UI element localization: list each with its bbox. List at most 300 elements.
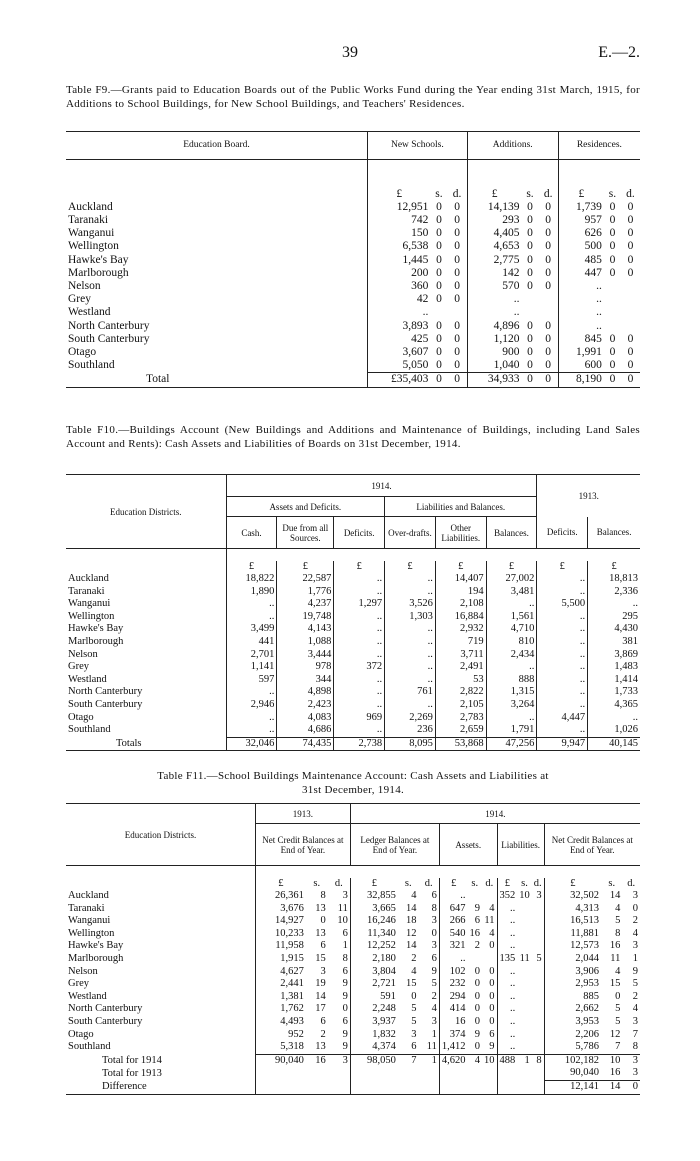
cell-value: 0 — [454, 227, 460, 240]
cell-value: .. — [497, 978, 517, 991]
cell-value: 0 — [609, 345, 616, 358]
cell-value: 1,315 — [486, 686, 537, 699]
table-row — [66, 586, 640, 599]
cell-value: 0 — [627, 266, 634, 279]
year-1914-f11: 1914. — [350, 804, 640, 824]
cell-value: .. — [486, 598, 537, 611]
cell-value: 0 — [436, 253, 442, 266]
district-name: South Canterbury — [68, 332, 150, 345]
cell-value — [517, 903, 532, 916]
cell-value: .. — [537, 686, 588, 699]
cell-value: 19 — [315, 978, 326, 990]
cell-value: .. — [334, 623, 385, 636]
cell-value: 4 — [431, 1003, 437, 1015]
cell-value: 0 — [545, 200, 552, 213]
cell-value: 2,269 — [385, 712, 436, 725]
total-value: 9,947 — [537, 737, 588, 751]
cell-value: 200 — [368, 267, 431, 280]
total-value: 0 — [430, 373, 447, 387]
blank-cell — [398, 1067, 419, 1080]
cell-value: 9 — [342, 990, 348, 1002]
cell-value: 2,953 — [544, 978, 601, 991]
cell-value: .. — [385, 674, 436, 687]
unit-label: £ — [537, 561, 588, 574]
district-name: Marlborough — [68, 953, 124, 965]
total-value: 4 — [468, 1054, 483, 1067]
year-1913-f11: 1913. — [256, 804, 351, 824]
blank-cell — [482, 1081, 497, 1095]
cell-value — [468, 890, 483, 903]
district-name: Grey — [68, 978, 89, 990]
table-row — [66, 267, 640, 280]
total-value: 1 — [419, 1054, 440, 1067]
total-value: 98,050 — [350, 1054, 398, 1067]
cell-value: .. — [537, 724, 588, 737]
table-row — [66, 623, 640, 636]
cell-value: .. — [439, 953, 467, 966]
table-f10 — [66, 474, 640, 751]
cell-value: .. — [537, 573, 588, 586]
total-value: 488 — [497, 1054, 517, 1067]
cell-value: .. — [588, 712, 640, 725]
cell-value: 810 — [486, 636, 537, 649]
cell-value: 0 — [545, 253, 552, 266]
cell-value: 194 — [435, 586, 486, 599]
cell-value — [517, 1041, 532, 1054]
cell-value: 1,303 — [385, 611, 436, 624]
cell-value: 2,491 — [435, 661, 486, 674]
cell-value — [539, 306, 559, 319]
total-value: 7 — [398, 1054, 419, 1067]
cell-value: 6 — [411, 1041, 417, 1053]
cell-value: 600 — [558, 359, 604, 373]
cell-value: 16,246 — [350, 915, 398, 928]
district-name: Hawke's Bay — [68, 253, 129, 266]
cell-value: 135 — [497, 953, 517, 966]
cell-value: 2,662 — [544, 1003, 601, 1016]
cell-value: 957 — [558, 214, 604, 227]
cell-value: 1,445 — [368, 254, 431, 267]
cell-value — [517, 978, 532, 991]
cell-value: 11,881 — [544, 928, 601, 941]
cell-value: 0 — [615, 990, 621, 1002]
district-name: Southland — [68, 724, 111, 736]
table-row — [66, 661, 640, 674]
cell-value: 0 — [545, 279, 552, 292]
cell-value: 15 — [609, 978, 621, 990]
cell-value: 742 — [368, 214, 431, 227]
cell-value: 5 — [411, 1016, 417, 1028]
cell-value: 2,775 — [467, 254, 521, 267]
cell-value: 0 — [489, 940, 495, 952]
cell-value: .. — [467, 306, 521, 319]
cell-value: 4,653 — [467, 240, 521, 253]
difference-row — [66, 1081, 640, 1095]
cell-value: .. — [334, 649, 385, 662]
page-header — [0, 44, 700, 66]
cell-value — [521, 293, 538, 306]
cell-value: 3 — [431, 1016, 437, 1028]
cell-value: 500 — [558, 240, 604, 253]
unit-label: £ — [558, 188, 604, 201]
cell-value: 888 — [486, 674, 537, 687]
cell-value: 321 — [439, 940, 467, 953]
total-label: Total for 1914 — [102, 1054, 162, 1066]
cell-value: 12,573 — [544, 940, 601, 953]
cell-value — [532, 1029, 544, 1042]
cell-value: 0 — [320, 915, 326, 927]
cell-value: 0 — [454, 293, 460, 306]
total-value: 1 — [517, 1054, 532, 1067]
cell-value — [430, 306, 447, 319]
table-row — [66, 227, 640, 240]
district-name: Wanganui — [68, 227, 115, 240]
col-header: Balances. — [588, 517, 640, 549]
cell-value — [517, 966, 532, 979]
blank-cell — [482, 1067, 497, 1080]
cell-value — [532, 940, 544, 953]
district-name: Southland — [68, 359, 115, 372]
total-value: 40,145 — [588, 737, 640, 751]
cell-value: 6 — [431, 890, 437, 902]
cell-value: 0 — [454, 345, 460, 358]
district-name: Wellington — [68, 927, 115, 939]
cell-value: 2,248 — [350, 1003, 398, 1016]
cell-value — [621, 306, 640, 319]
table-row — [66, 346, 640, 359]
cell-value: 0 — [411, 990, 417, 1002]
cell-value: .. — [497, 1003, 517, 1016]
cell-value: 2,441 — [256, 978, 306, 991]
cell-value: 3 — [632, 940, 638, 952]
total-value: 8 — [532, 1054, 544, 1067]
cell-value: 0 — [436, 293, 442, 306]
table-row — [66, 940, 640, 953]
cell-value: 597 — [226, 674, 277, 687]
units-row — [66, 561, 640, 574]
district-name: North Canterbury — [68, 319, 150, 332]
table-row — [66, 636, 640, 649]
cell-value: 1,832 — [350, 1029, 398, 1042]
cell-value: 16 — [469, 927, 481, 939]
cell-value: 0 — [627, 332, 634, 345]
total-value: 34,933 — [467, 373, 521, 387]
cell-value: 9 — [474, 1028, 481, 1040]
cell-value — [468, 953, 483, 966]
district-name: Grey — [68, 661, 89, 673]
total-value: 8,190 — [558, 373, 604, 387]
cell-value: .. — [334, 686, 385, 699]
blank-cell — [419, 1081, 440, 1095]
cell-value: .. — [226, 724, 277, 737]
cell-value: 12 — [609, 1028, 621, 1040]
cell-value: 845 — [558, 333, 604, 346]
cell-value: .. — [334, 611, 385, 624]
units-row — [66, 878, 640, 891]
blank-cell — [439, 1067, 467, 1080]
district-name: Otago — [68, 711, 94, 723]
unit-label: d. — [626, 187, 635, 200]
cell-value: 0 — [454, 332, 460, 345]
cell-value: .. — [334, 636, 385, 649]
year-1913: 1913. — [537, 475, 640, 517]
cell-value: 2 — [431, 990, 437, 1002]
unit-label: d. — [334, 877, 343, 889]
cell-value: .. — [467, 293, 521, 306]
cell-value: .. — [497, 966, 517, 979]
cell-value: 1 — [342, 940, 348, 952]
table-f11-caption-line1: Table F11.—School Buildings Maintenance Account: Cash Assets and Liabilities at — [157, 770, 549, 782]
cell-value: 14,139 — [467, 201, 521, 214]
district-name: Taranaki — [68, 585, 105, 597]
table-row — [66, 573, 640, 586]
unit-label: £ — [544, 878, 601, 891]
cell-value: 3,526 — [385, 598, 436, 611]
unit-label: s. — [471, 877, 479, 889]
cell-value: 3 — [431, 940, 437, 952]
blank-cell — [256, 1067, 306, 1080]
district-name: South Canterbury — [68, 699, 143, 711]
blank-cell — [497, 1067, 517, 1080]
blank-cell — [350, 1067, 398, 1080]
cell-value: 1,991 — [558, 346, 604, 359]
cell-value: .. — [558, 280, 604, 293]
table-row — [66, 915, 640, 928]
cell-value: 0 — [609, 200, 616, 213]
cell-value: 266 — [439, 915, 467, 928]
cell-value: 1,141 — [226, 661, 277, 674]
cell-value: 0 — [474, 1041, 481, 1053]
cell-value — [517, 915, 532, 928]
total-value: 102,182 — [544, 1054, 601, 1067]
cell-value: 0 — [474, 990, 481, 1002]
cell-value: 1,915 — [256, 953, 306, 966]
district-name: Auckland — [68, 573, 109, 585]
cell-value: 4 — [489, 927, 495, 939]
cell-value — [517, 928, 532, 941]
cell-value: 3 — [342, 890, 348, 902]
table-row — [66, 359, 640, 373]
cell-value: 952 — [256, 1029, 306, 1042]
unit-label: £ — [368, 188, 431, 201]
cell-value: 53 — [435, 674, 486, 687]
difference-value: 12,141 — [544, 1081, 601, 1095]
cell-value: 0 — [527, 213, 533, 226]
cell-value: .. — [486, 661, 537, 674]
cell-value: .. — [385, 573, 436, 586]
cell-value: .. — [226, 598, 277, 611]
cell-value — [604, 306, 621, 319]
cell-value: 540 — [439, 928, 467, 941]
cell-value: 570 — [467, 280, 521, 293]
cell-value: 8 — [342, 953, 348, 965]
col-education-districts-f11: Education Districts. — [66, 804, 256, 866]
unit-label: £ — [277, 561, 334, 574]
unit-label: £ — [256, 878, 306, 891]
cell-value: .. — [497, 940, 517, 953]
blank-cell — [532, 1067, 544, 1080]
cell-value: 0 — [527, 200, 533, 213]
unit-label: s. — [521, 877, 528, 889]
cell-value: 0 — [454, 200, 460, 213]
cell-value: 0 — [627, 240, 634, 253]
district-name: South Canterbury — [68, 1016, 143, 1028]
cell-value: 6 — [320, 940, 326, 952]
cell-value: .. — [537, 623, 588, 636]
cell-value: 4,896 — [467, 320, 521, 333]
unit-label: s. — [608, 877, 616, 889]
cell-value: 4 — [411, 890, 417, 902]
cell-value: 26,361 — [256, 890, 306, 903]
cell-value: .. — [385, 623, 436, 636]
cell-value: 626 — [558, 227, 604, 240]
cell-value: .. — [558, 320, 604, 333]
table-row — [66, 890, 640, 903]
cell-value: 1,561 — [486, 611, 537, 624]
cell-value: 0 — [545, 332, 552, 345]
cell-value: 4,627 — [256, 966, 306, 979]
cell-value: 3 — [632, 890, 638, 902]
blank-cell — [468, 1067, 483, 1080]
cell-value: 0 — [454, 240, 460, 253]
difference-value: 0 — [632, 1081, 638, 1092]
table-f9-caption: Table F9.—Grants paid to Education Boards out of the Public Works Fund during the Year ending 31st March, 1915, for Additions to School Buildings, for New School Buildings, and Teachers' Residences. — [66, 84, 640, 110]
cell-value: 0 — [527, 332, 533, 345]
cell-value: 0 — [527, 253, 533, 266]
cell-value: 18,822 — [226, 573, 277, 586]
cell-value: 18,813 — [588, 573, 640, 586]
cell-value: 0 — [609, 253, 616, 266]
cell-value: .. — [588, 598, 640, 611]
cell-value: 3,607 — [368, 346, 431, 359]
cell-value: 0 — [609, 240, 616, 253]
cell-value: 978 — [277, 661, 334, 674]
cell-value: 16,513 — [544, 915, 601, 928]
table-row — [66, 966, 640, 979]
cell-value: 0 — [436, 200, 442, 213]
table-row — [66, 674, 640, 687]
total-value: 3 — [622, 1054, 640, 1067]
unit-label: s. — [526, 187, 534, 200]
cell-value: .. — [497, 1041, 517, 1054]
unit-label: d. — [627, 877, 636, 889]
cell-value: 0 — [454, 266, 460, 279]
cell-value: 10,233 — [256, 928, 306, 941]
district-name: Westland — [68, 306, 111, 319]
cell-value: .. — [497, 915, 517, 928]
cell-value: 0 — [436, 213, 442, 226]
group-assets-deficits: Assets and Deficits. — [226, 497, 385, 517]
cell-value: 9 — [489, 1041, 495, 1053]
cell-value: 2 — [474, 940, 481, 952]
col-education-districts: Education Districts. — [66, 475, 226, 549]
cell-value — [532, 966, 544, 979]
col-header: Other Liabilities. — [435, 517, 486, 549]
table-row — [66, 611, 640, 624]
blank-cell — [328, 1081, 351, 1095]
district-name: Wanganui — [68, 598, 111, 610]
cell-value: .. — [537, 586, 588, 599]
cell-value: 10 — [519, 890, 530, 902]
table-row — [66, 978, 640, 991]
cell-value: 2,434 — [486, 649, 537, 662]
total-value: 0 — [621, 373, 640, 387]
district-name: Southland — [68, 1041, 111, 1053]
cell-value: 3,676 — [256, 903, 306, 916]
cell-value: 0 — [431, 927, 437, 939]
cell-value: 3 — [431, 915, 437, 927]
total-value: 3 — [622, 1067, 640, 1080]
unit-label: d. — [533, 877, 542, 889]
col-header: Deficits. — [537, 517, 588, 549]
cell-value: .. — [558, 293, 604, 306]
cell-value: 11 — [426, 1041, 437, 1053]
group-liabilities-balances: Liabilities and Balances. — [385, 497, 537, 517]
cell-value: 0 — [436, 266, 442, 279]
cell-value: 9 — [342, 1041, 348, 1053]
cell-value: 6 — [342, 1016, 348, 1028]
cell-value: 7 — [615, 1041, 621, 1053]
cell-value: 1,120 — [467, 333, 521, 346]
table-row — [66, 724, 640, 737]
cell-value: 0 — [545, 240, 552, 253]
district-name: Hawke's Bay — [68, 623, 124, 635]
cell-value: 6 — [342, 927, 348, 939]
cell-value: 5 — [615, 1016, 621, 1028]
col-header: Net Credit Balances at End of Year. — [544, 824, 640, 866]
cell-value: 0 — [627, 345, 634, 358]
cell-value: 13 — [315, 927, 326, 939]
cell-value — [521, 306, 538, 319]
total-value: 8,095 — [385, 737, 436, 751]
cell-value: 0 — [527, 227, 533, 240]
cell-value: 15 — [315, 953, 326, 965]
cell-value: 295 — [588, 611, 640, 624]
cell-value — [517, 1003, 532, 1016]
cell-value: 14,407 — [435, 573, 486, 586]
district-name: Nelson — [68, 965, 98, 977]
unit-label: d. — [543, 187, 553, 200]
blank-cell — [419, 1067, 440, 1080]
table-row — [66, 306, 640, 319]
cell-value: 11 — [519, 953, 530, 965]
cell-value: 0 — [454, 213, 460, 226]
cell-value: .. — [497, 1016, 517, 1029]
table-row — [66, 598, 640, 611]
cell-value: 3 — [411, 1028, 417, 1040]
district-name: Wellington — [68, 240, 119, 253]
col-header: Net Credit Balances at End of Year. — [256, 824, 351, 866]
cell-value: .. — [385, 649, 436, 662]
cell-value: .. — [537, 674, 588, 687]
cell-value: 0 — [474, 978, 481, 990]
cell-value: 761 — [385, 686, 436, 699]
total-value: 53,868 — [435, 737, 486, 751]
cell-value: 12,951 — [368, 201, 431, 214]
table-row — [66, 201, 640, 214]
unit-label: s. — [313, 877, 321, 889]
district-name: Westland — [68, 990, 107, 1002]
cell-value: 0 — [545, 266, 552, 279]
cell-value: 1,040 — [467, 359, 521, 373]
cell-value: 12 — [406, 927, 417, 939]
cell-value: 9 — [431, 965, 437, 977]
cell-value — [621, 280, 640, 293]
cell-value: 0 — [436, 319, 442, 332]
cell-value: 0 — [627, 359, 634, 372]
cell-value: 9 — [474, 902, 481, 914]
district-name: Nelson — [68, 279, 101, 292]
